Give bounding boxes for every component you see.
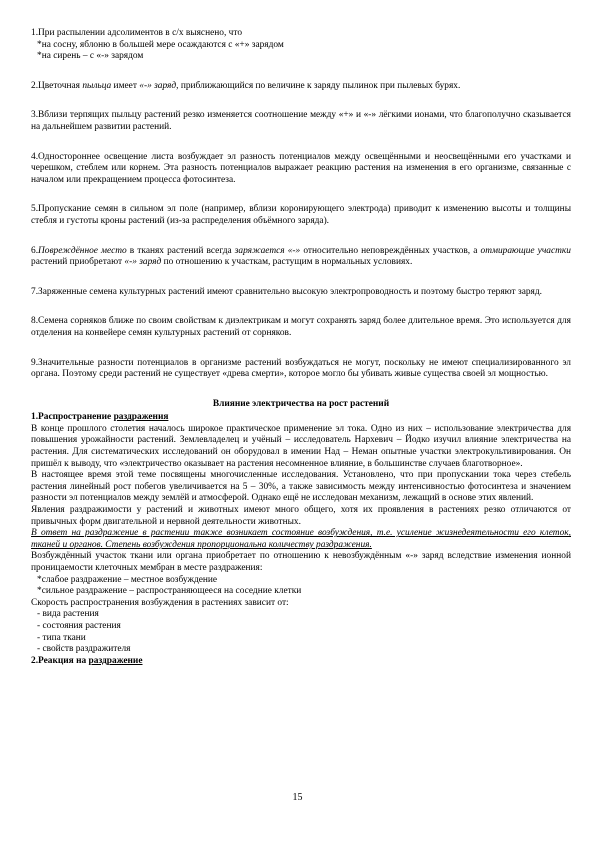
dependency-list [31,609,571,655]
paragraph-3: 3.Вблизи терпящих пыльцу растений резко изменяется соотношение между «+» и «-» лёгкими ионами, что благополучно сказывается на дальнейшем развитии растений. [31,110,571,132]
body-paragraph-4: Возбуждённый участок ткани или органа приобретает по отношению к невозбуждённым «-» заряд вследствие изменения ионной проницаемости клеточных мембран в месте раздражения: [31,551,571,573]
subheading-1 [31,412,571,424]
body-paragraph-1: В конце прошлого столетия началось широкое практическое применение эл тока. Одно из них – использование электричества для повышения урожайности растений. Землевладелец и учёный – исследователь Нархевич – Йодко изучил влияние электричества на растения. Для систематических исследований он оборудовал в имении Над – Неман опытные участки электрокультивирования. Он пришёл к выводу, что «электричество оказывает на растения несомненное влияние, в большинстве случаев благотворное». [31,423,571,469]
text-run: 2.Реакция на [31,655,89,666]
list-item: - свойств раздражителя [37,644,131,655]
list-item: - типа ткани [37,632,86,643]
paragraph-5: 5.Пропускание семян в сильном эл поле (например, вблизи коронирующего электрода) приводит к изменению высоты и толщины стебля и густоты кроны растений (из-за распределения объёмного заряда). [31,204,571,226]
italic-run: Повреждённое место [38,245,127,256]
italic-run: пыльца [82,80,112,91]
underlined-run: раздражение [88,655,143,666]
list-item: *сильное раздражение – распространяющееся на соседние клетки [37,586,302,597]
body-paragraph-5: Скорость распространения возбуждения в растениях зависит от: [31,597,289,608]
text-run: относительно неповреждённых участков, а [300,245,481,256]
text-run: по отношению к участкам, растущим в нормальных условиях. [161,257,413,268]
paragraph-4: 4.Одностороннее освещение листа возбуждает эл разность потенциалов между освещёнными и неосвещёнными его участками и черешком, стеблем или корнем. Эта разность потенциалов выражает реакцию растения на изменения в его организме, связанные с началом или прекращением процесса фотосинтеза. [31,151,571,185]
paragraph-1 [31,28,571,63]
body-paragraph-2: В настоящее время этой теме посвящены многочисленные исследования. Установлено, что при пропускании тока через стебель растения линейный рост побегов увеличивается на 5 – 30%, а также зависимость между интенсивностью фотосинтеза и значением разности эл потенциалов между землёй и атмосферой. Однако ещё не исследован механизм, лежащий в основе этих явлений. [31,470,571,504]
text-run: 2.Цветочная [31,80,83,91]
paragraph-9: 9.Значительные разности потенциалов в организме растений возбуждаться не могут, поскольку не имеют специализированного эл органа. Поэтому среди растений не существует «древа смерти», которое могло бы убивать живые существа своей эл мощностью. [31,357,571,380]
paragraph-6 [31,246,571,269]
text-run: имеет [111,80,140,91]
text-run: в тканях растений всегда [126,245,235,256]
italic-run: заряжается «-» [234,245,301,256]
emphasis-paragraph: В ответ на раздражение в растении также возникает состояние возбуждения, т.е. усиление жизнедеятельности его клеток, тканей и органов. Степень возбуждения пропорциональна количеству раздражения. [31,528,571,550]
paragraph-2 [31,81,571,93]
document-page [31,28,571,667]
paragraph-1-item-1: *на сосну, яблоню в большей мере осаждаются с «+» зарядом [37,39,284,50]
text-run: 1.Распространение [31,412,114,423]
paragraph-1-item-2: *на сирень – с «-» зарядом [37,51,144,62]
list-item: - состояния растения [37,620,121,631]
irritation-list [31,575,571,598]
page-number: 15 [292,792,303,803]
body-paragraph-3: Явления раздражимости у растений и животных имеют много общего, хотя их проявления в растениях резко отличаются от привычных форм двигательной и нервной деятельности животных. [31,505,571,527]
text-run: , приближающийся по величине к заряду пылинок при пылевых бурях. [176,80,461,91]
underlined-run: раздражения [113,412,169,423]
italic-run: «-» заряд [124,257,162,268]
italic-run: отмирающие участки [480,245,571,256]
list-item: - вида растения [37,609,99,620]
list-item: *слабое раздражение – местное возбуждение [37,574,218,585]
paragraph-1-title: 1.При распылении адсолиментов в с/х выяснено, что [31,28,243,38]
section-heading: Влияние электричества на рост растений [212,398,390,409]
text-run: 6. [31,245,39,256]
paragraph-8: 8.Семена сорняков ближе по своим свойствам к диэлектрикам и могут сохранять заряд более длительное время. Это используется для отделения на конвейере семян культурных растений от сорняков. [31,316,571,338]
paragraph-7: 7.Заряженные семена культурных растений имеют сравнительно высокую электропроводность и поэтому быстро теряют заряд. [31,286,542,297]
text-run: растений приобретают [31,257,125,268]
subheading-2 [31,656,571,668]
italic-run: «-» заряд [139,80,177,91]
